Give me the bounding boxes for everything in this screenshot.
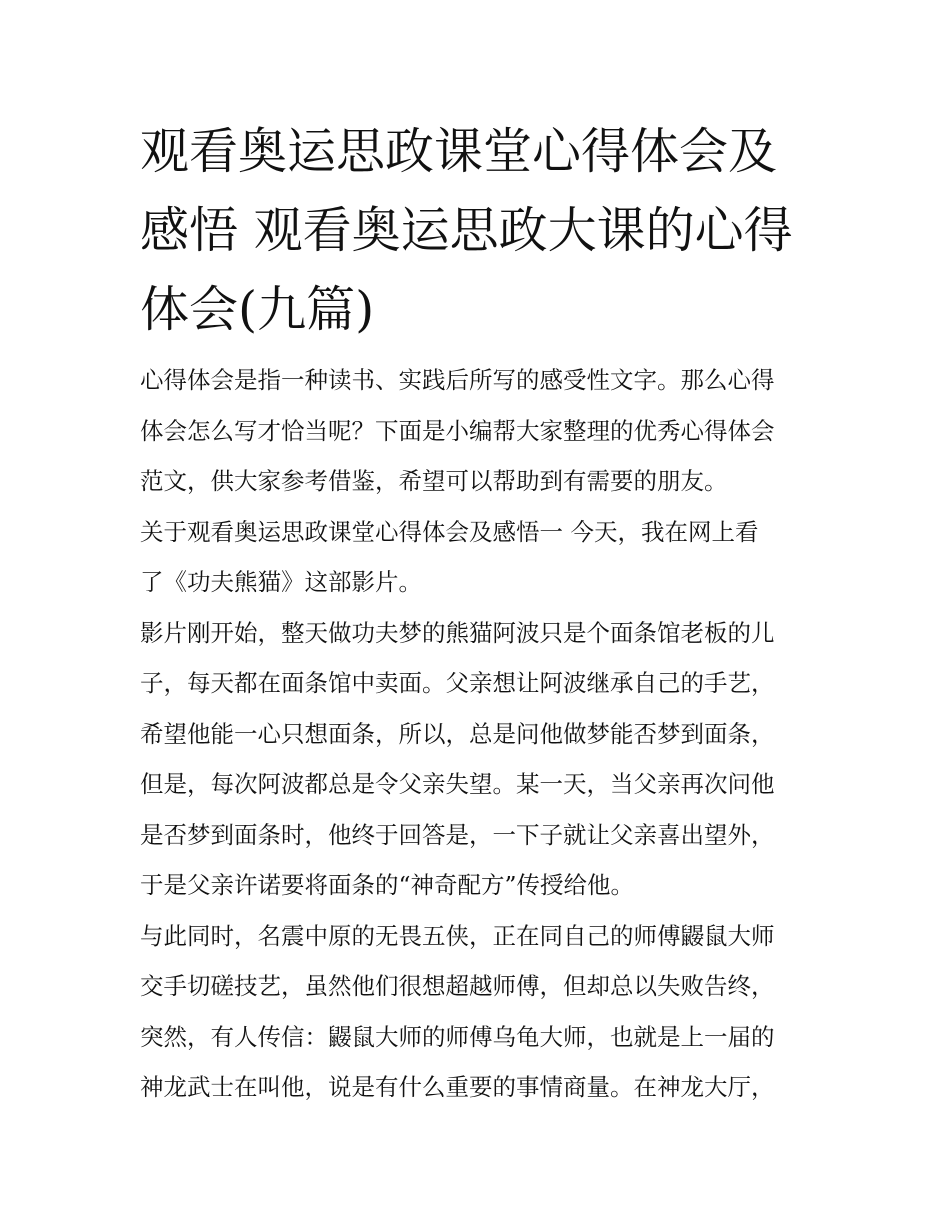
body-line-5: 了《功夫熊猫》这部影片。 bbox=[140, 568, 422, 596]
body-line-13: 交手切磋技艺，虽然他们很想超越师傅，但却总以失败告终， bbox=[140, 972, 775, 1000]
body-line-3: 范文，供大家参考借鉴，希望可以帮助到有需要的朋友。 bbox=[140, 467, 728, 495]
title-line-3: 体会(九篇) bbox=[140, 281, 375, 338]
body-line-8: 希望他能一心只想面条，所以，总是问他做梦能否梦到面条， bbox=[140, 719, 775, 748]
body-line-2: 体会怎么写才恰当呢？下面是小编帮大家整理的优秀心得体会 bbox=[140, 416, 775, 445]
body-line-12: 与此同时，名震中原的无畏五侠，正在同自己的师傅鼹鼠大师 bbox=[140, 921, 775, 950]
body-line-4: 关于观看奥运思政课堂心得体会及感悟一 今天，我在网上看 bbox=[140, 517, 759, 546]
title-line-2: 感悟 观看奥运思政大课的心得 bbox=[140, 202, 793, 259]
body-line-6: 影片刚开始，整天做功夫梦的熊猫阿波只是个面条馆老板的儿 bbox=[140, 618, 775, 647]
body-line-15: 神龙武士在叫他，说是有什么重要的事情商量。在神龙大厅， bbox=[140, 1073, 775, 1101]
page-title bbox=[140, 112, 820, 349]
body-line-10: 是否梦到面条时，他终于回答是，一下子就让父亲喜出望外， bbox=[140, 820, 775, 849]
body-text bbox=[140, 355, 830, 1113]
body-line-14: 突然，有人传信：鼹鼠大师的师傅乌龟大师，也就是上一届的 bbox=[140, 1022, 775, 1051]
body-line-7: 子，每天都在面条馆中卖面。父亲想让阿波继承自己的手艺， bbox=[140, 669, 775, 697]
body-line-9: 但是，每次阿波都总是令父亲失望。某一天，当父亲再次问他 bbox=[140, 770, 775, 798]
title-line-1: 观看奥运思政课堂心得体会及 bbox=[140, 123, 778, 180]
body-line-11: 于是父亲许诺要将面条的“神奇配方”传授给他。 bbox=[140, 871, 635, 899]
body-line-1: 心得体会是指一种读书、实践后所写的感受性文字。那么心得 bbox=[140, 366, 775, 394]
